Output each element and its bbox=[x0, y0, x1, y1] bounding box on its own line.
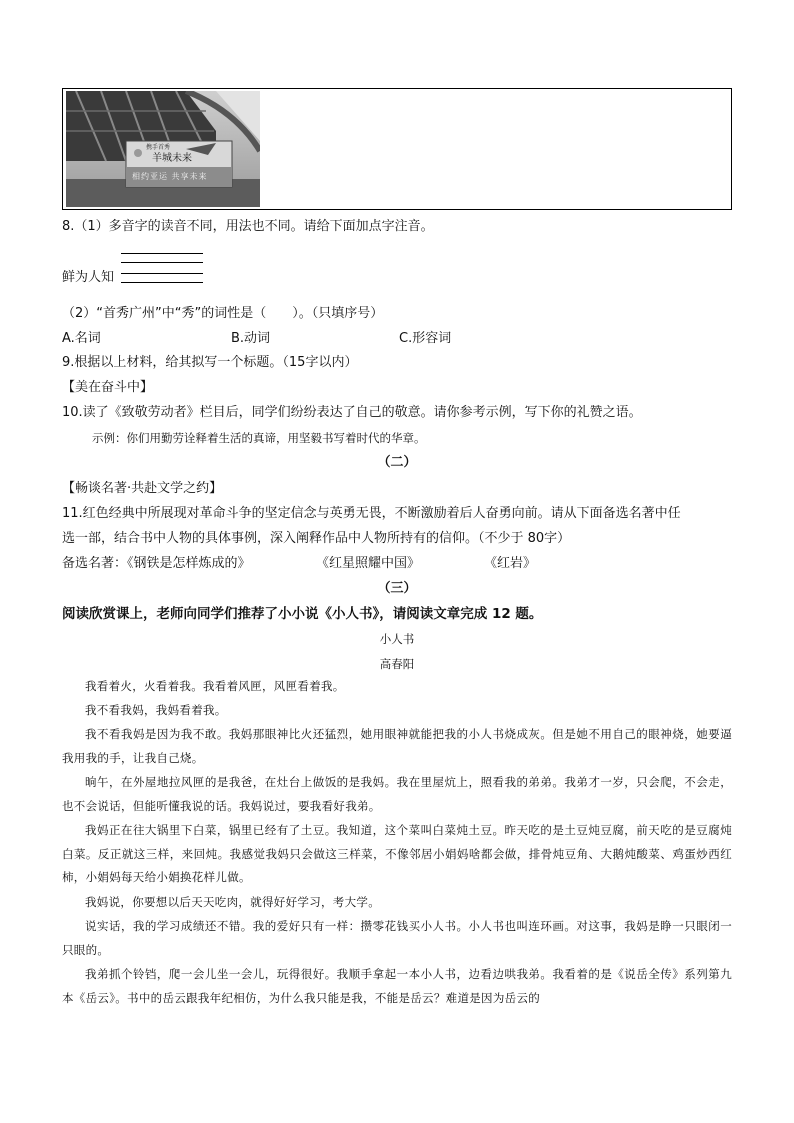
story-title: 小人书 bbox=[379, 632, 415, 646]
sign-top-text: 携手首秀 bbox=[146, 144, 171, 151]
story-paragraph: 我不看我妈是因为我不敢。我妈那眼神比火还猛烈，她用眼神就能把我的小人书烧成灰。但是她不用自己的眼神烧，她要逼我用我的手，让我自己烧。 bbox=[62, 727, 732, 765]
story-paragraph: 我不看我妈，我妈看着我。 bbox=[85, 703, 227, 717]
question-11-line2: 选一部，结合书中人物的具体事例，深入阐释作品中人物所持有的信仰。（不少于 80字） bbox=[62, 531, 571, 546]
story-author: 高春阳 bbox=[379, 657, 415, 671]
option-b: B.动词 bbox=[231, 331, 271, 346]
question-10-example: 示例：你们用勤劳诠释着生活的真谛，用坚毅书写着时代的华章。 bbox=[92, 431, 426, 445]
part-two-heading: （二） bbox=[377, 455, 417, 470]
section-struggle-heading: 【美在奋斗中】 bbox=[62, 380, 154, 395]
question-8-part2: （2）“首秀广州”中“秀”的词性是（ ）。（只填序号） bbox=[62, 306, 384, 321]
part-three-heading: （三） bbox=[377, 581, 417, 596]
story-paragraph: 我看着火，火看着我。我看着风匣，风匣看着我。 bbox=[85, 679, 345, 693]
question-10: 10.读了《致敬劳动者》栏目后，同学们纷纷表达了自己的敬意。请你参考示例，写下你的礼赞之语。 bbox=[62, 405, 642, 420]
book-option: 《红岩》 bbox=[484, 556, 537, 571]
event-photo bbox=[66, 91, 260, 207]
book-list bbox=[62, 555, 251, 573]
book-option: 《钢铁是怎样炼成的》 bbox=[127, 556, 251, 571]
answer-line bbox=[121, 273, 203, 274]
book-option: 《红星照耀中国》 bbox=[316, 556, 421, 571]
story-paragraph: 晌午，在外屋地拉风匣的是我爸，在灶台上做饭的是我妈。我在里屋炕上，照看我的弟弟。我弟才一岁，只会爬，不会走，也不会说话，但能听懂我说的话。我妈说过，要我看好我弟。 bbox=[62, 775, 732, 813]
answer-line bbox=[121, 262, 203, 263]
book-list-label: 备选名著： bbox=[62, 556, 128, 571]
story-paragraph: 我弟抓个铃铛，爬一会儿坐一会儿，玩得很好。我顺手拿起一本小人书，边看边哄我弟。我看着的是《说岳全传》系列第九本《岳云》。书中的岳云跟我年纪相仿，为什么我只能是我，不能是岳云？难道是因为岳云的 bbox=[62, 967, 732, 1005]
section-classics-heading: 【畅谈名著·共赴文学之约】 bbox=[62, 481, 223, 496]
story-paragraph: 说实话，我的学习成绩还不错。我的爱好只有一样：攒零花钱买小人书。小人书也叫连环画。对这事，我妈是睁一只眼闭一只眼的。 bbox=[62, 919, 732, 957]
sign-main-text: 羊城未来 bbox=[152, 153, 192, 164]
option-a: A.名词 bbox=[62, 331, 101, 346]
answer-line bbox=[121, 253, 203, 254]
option-c: C.形容词 bbox=[399, 331, 452, 346]
story-paragraph: 我妈说，你要想以后天天吃肉，就得好好学习，考大学。 bbox=[85, 895, 380, 909]
story-paragraph: 我妈正在往大锅里下白菜，锅里已经有了土豆。我知道，这个菜叫白菜炖土豆。昨天吃的是土豆炖豆腐，前天吃的是豆腐炖白菜。反正就这三样，来回炖。我感觉我妈只会做这三样菜，不像邻居小娟妈啥都会做，排骨炖豆角、大鹅炖酸菜、鸡蛋炒西红柿，小娟妈每天给小娟换花样儿做。 bbox=[62, 823, 732, 885]
answer-line bbox=[121, 282, 203, 283]
reading-intro: 阅读欣赏课上，老师向同学们推荐了小小说《小人书》，请阅读文章完成 12 题。 bbox=[62, 606, 543, 622]
question-9: 9.根据以上材料，给其拟写一个标题。（15字以内） bbox=[62, 355, 358, 370]
polyphone-word: 鲜为人知 bbox=[62, 270, 115, 285]
question-11-line1: 11.红色经典中所展现对革命斗争的坚定信念与英勇无畏，不断激励着后人奋勇向前。请从下面备选名著中任 bbox=[62, 506, 681, 521]
question-8-part1: 8.（1）多音字的读音不同，用法也不同。请给下面加点字注音。 bbox=[62, 219, 434, 234]
sign-bottom-text: 相约亚运 共享未来 bbox=[132, 172, 208, 181]
